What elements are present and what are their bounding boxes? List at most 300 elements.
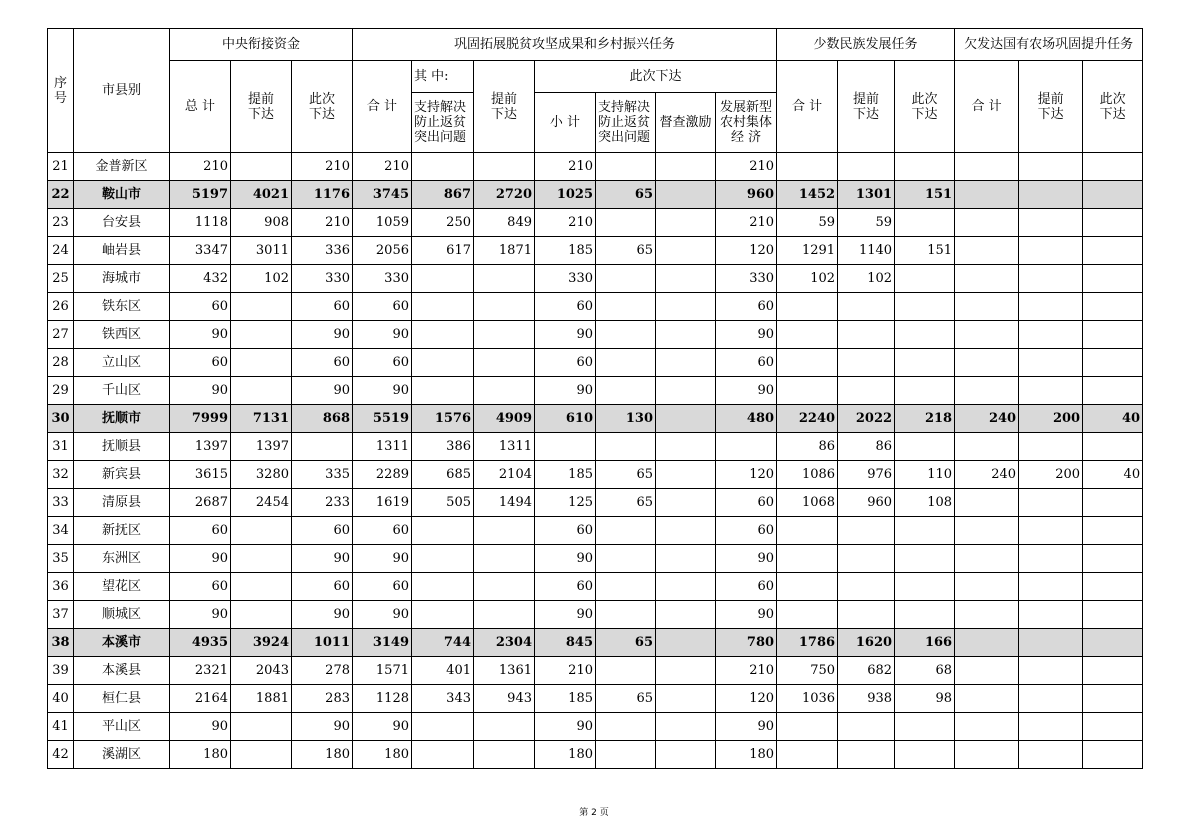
header-county: 市县别 [74, 29, 170, 153]
table-cell [1083, 489, 1143, 517]
table-row [48, 293, 1143, 321]
table-cell: 867 [412, 181, 474, 209]
table-cell: 65 [596, 181, 656, 209]
table-cell [777, 293, 838, 321]
table-cell [777, 573, 838, 601]
table-cell: 610 [535, 405, 596, 433]
table-cell [955, 657, 1019, 685]
table-cell: 330 [292, 265, 353, 293]
table-cell [412, 713, 474, 741]
row-index: 30 [48, 405, 74, 433]
table-cell: 2022 [838, 405, 895, 433]
table-cell: 60 [716, 573, 777, 601]
table-cell [596, 545, 656, 573]
table-row [48, 517, 1143, 545]
table-cell [474, 265, 535, 293]
table-cell: 2164 [170, 685, 231, 713]
table-cell: 90 [716, 713, 777, 741]
table-cell [412, 293, 474, 321]
table-cell [716, 433, 777, 461]
table-cell: 200 [1019, 461, 1083, 489]
table-cell: 976 [838, 461, 895, 489]
row-region-name: 铁西区 [74, 321, 170, 349]
row-region-name: 平山区 [74, 713, 170, 741]
table-cell: 7999 [170, 405, 231, 433]
table-cell: 90 [292, 713, 353, 741]
table-cell [474, 321, 535, 349]
table-cell [1083, 321, 1143, 349]
table-cell [596, 573, 656, 601]
table-cell [656, 153, 716, 181]
table-cell [474, 545, 535, 573]
table-cell [955, 433, 1019, 461]
table-cell: 685 [412, 461, 474, 489]
table-cell [596, 517, 656, 545]
table-cell: 505 [412, 489, 474, 517]
table-cell: 60 [353, 573, 412, 601]
table-cell [1083, 713, 1143, 741]
table-row [48, 349, 1143, 377]
row-index: 28 [48, 349, 74, 377]
table-cell: 1576 [412, 405, 474, 433]
table-cell [1083, 181, 1143, 209]
table-cell [1019, 741, 1083, 769]
table-cell: 40 [1083, 405, 1143, 433]
row-index: 24 [48, 237, 74, 265]
table-cell [955, 377, 1019, 405]
row-region-name: 台安县 [74, 209, 170, 237]
table-cell: 65 [596, 685, 656, 713]
table-cell [955, 349, 1019, 377]
table-cell [231, 293, 292, 321]
row-region-name: 桓仁县 [74, 685, 170, 713]
table-cell [474, 293, 535, 321]
table-cell [596, 153, 656, 181]
row-index: 22 [48, 181, 74, 209]
table-cell [412, 377, 474, 405]
table-cell: 210 [716, 657, 777, 685]
table-cell [1019, 349, 1083, 377]
table-row [48, 461, 1143, 489]
table-cell: 210 [535, 153, 596, 181]
table-cell: 90 [716, 377, 777, 405]
table-cell: 1086 [777, 461, 838, 489]
table-cell: 90 [535, 545, 596, 573]
table-cell: 151 [895, 181, 955, 209]
table-cell [1083, 545, 1143, 573]
table-row [48, 629, 1143, 657]
table-cell: 250 [412, 209, 474, 237]
table-cell [412, 349, 474, 377]
table-cell [838, 545, 895, 573]
table-cell: 210 [170, 153, 231, 181]
row-region-name: 溪湖区 [74, 741, 170, 769]
table-cell [1083, 265, 1143, 293]
table-cell: 90 [353, 321, 412, 349]
table-cell [231, 741, 292, 769]
table-cell: 60 [535, 293, 596, 321]
table-cell [1019, 433, 1083, 461]
header-g4-current: 此次 下达 [1083, 61, 1143, 153]
table-cell: 120 [716, 461, 777, 489]
table-cell: 59 [838, 209, 895, 237]
table-cell: 60 [716, 517, 777, 545]
table-cell [412, 741, 474, 769]
table-cell [596, 741, 656, 769]
row-region-name: 立山区 [74, 349, 170, 377]
table-row [48, 377, 1143, 405]
table-cell: 166 [895, 629, 955, 657]
row-index: 25 [48, 265, 74, 293]
table-cell [1019, 545, 1083, 573]
table-cell: 210 [535, 657, 596, 685]
table-cell: 90 [170, 377, 231, 405]
table-cell [656, 349, 716, 377]
table-cell [955, 601, 1019, 629]
table-cell: 125 [535, 489, 596, 517]
table-cell: 86 [838, 433, 895, 461]
header-g2-current-support: 支持解决 防止返贫 突出问题 [596, 93, 656, 153]
table-cell [895, 601, 955, 629]
table-cell: 90 [535, 713, 596, 741]
table-cell: 60 [292, 349, 353, 377]
table-cell [656, 377, 716, 405]
table-cell: 1881 [231, 685, 292, 713]
table-cell [955, 741, 1019, 769]
table-cell: 2720 [474, 181, 535, 209]
page-number: 第 2 页 [579, 808, 609, 818]
table-cell: 330 [535, 265, 596, 293]
row-index: 39 [48, 657, 74, 685]
table-cell: 3615 [170, 461, 231, 489]
table-cell [838, 517, 895, 545]
row-region-name: 千山区 [74, 377, 170, 405]
header-g2-subtotal: 小 计 [535, 93, 596, 153]
table-row [48, 601, 1143, 629]
row-index: 38 [48, 629, 74, 657]
table-cell: 90 [353, 713, 412, 741]
table-cell [474, 377, 535, 405]
table-cell: 60 [292, 573, 353, 601]
table-cell [895, 573, 955, 601]
table-cell: 3280 [231, 461, 292, 489]
table-cell [1083, 741, 1143, 769]
table-cell: 3745 [353, 181, 412, 209]
header-poverty-task: 巩固拓展脱贫攻坚成果和乡村振兴任务 [353, 29, 777, 61]
row-index: 33 [48, 489, 74, 517]
row-region-name: 金普新区 [74, 153, 170, 181]
table-cell: 60 [535, 573, 596, 601]
table-cell [412, 601, 474, 629]
table-cell: 908 [231, 209, 292, 237]
table-cell [412, 153, 474, 181]
table-cell: 4935 [170, 629, 231, 657]
table-row [48, 181, 1143, 209]
table-body [48, 153, 1143, 769]
table-cell [895, 349, 955, 377]
table-cell [955, 265, 1019, 293]
table-cell [955, 517, 1019, 545]
table-row [48, 489, 1143, 517]
table-cell: 330 [716, 265, 777, 293]
table-cell [1083, 573, 1143, 601]
table-cell: 960 [716, 181, 777, 209]
table-cell [596, 713, 656, 741]
table-cell: 90 [716, 321, 777, 349]
table-cell: 335 [292, 461, 353, 489]
table-cell: 180 [170, 741, 231, 769]
table-cell: 90 [170, 713, 231, 741]
table-cell [656, 321, 716, 349]
table-cell [1019, 321, 1083, 349]
table-cell: 60 [170, 293, 231, 321]
table-cell [656, 601, 716, 629]
table-cell [895, 741, 955, 769]
table-cell: 1620 [838, 629, 895, 657]
table-cell: 780 [716, 629, 777, 657]
table-cell [1083, 629, 1143, 657]
row-region-name: 本溪市 [74, 629, 170, 657]
table-cell: 2043 [231, 657, 292, 685]
table-cell: 386 [412, 433, 474, 461]
table-cell: 283 [292, 685, 353, 713]
table-cell: 1452 [777, 181, 838, 209]
row-index: 36 [48, 573, 74, 601]
table-cell: 2454 [231, 489, 292, 517]
table-cell [895, 293, 955, 321]
table-cell [412, 545, 474, 573]
header-g4-advance: 提前 下达 [1019, 61, 1083, 153]
table-cell [777, 153, 838, 181]
table-cell [656, 657, 716, 685]
row-region-name: 顺城区 [74, 601, 170, 629]
table-cell: 60 [353, 517, 412, 545]
table-row [48, 433, 1143, 461]
table-cell [895, 517, 955, 545]
table-cell [1019, 293, 1083, 321]
table-cell: 1361 [474, 657, 535, 685]
table-cell: 65 [596, 489, 656, 517]
table-cell [1019, 601, 1083, 629]
table-cell [1083, 377, 1143, 405]
table-cell: 185 [535, 461, 596, 489]
table-cell: 2240 [777, 405, 838, 433]
table-cell [1083, 237, 1143, 265]
table-cell: 2687 [170, 489, 231, 517]
table-cell: 210 [292, 209, 353, 237]
table-cell: 90 [292, 601, 353, 629]
table-cell: 68 [895, 657, 955, 685]
table-cell [412, 573, 474, 601]
table-cell: 1571 [353, 657, 412, 685]
table-cell [955, 629, 1019, 657]
table-cell: 3011 [231, 237, 292, 265]
table-cell [895, 713, 955, 741]
table-cell: 86 [777, 433, 838, 461]
row-index: 32 [48, 461, 74, 489]
table-cell: 185 [535, 237, 596, 265]
row-region-name: 铁东区 [74, 293, 170, 321]
table-cell [838, 349, 895, 377]
table-cell: 1786 [777, 629, 838, 657]
header-g2-incentive: 督查激励 [656, 93, 716, 153]
table-cell: 5519 [353, 405, 412, 433]
table-row [48, 685, 1143, 713]
table-cell [1083, 293, 1143, 321]
table-cell [955, 209, 1019, 237]
table-cell [656, 461, 716, 489]
table-cell: 90 [353, 601, 412, 629]
table-cell [231, 545, 292, 573]
table-cell [838, 321, 895, 349]
table-cell [838, 741, 895, 769]
table-cell: 210 [292, 153, 353, 181]
table-cell [777, 321, 838, 349]
row-index: 27 [48, 321, 74, 349]
table-cell: 102 [777, 265, 838, 293]
table-row [48, 741, 1143, 769]
table-cell: 7131 [231, 405, 292, 433]
table-cell: 1025 [535, 181, 596, 209]
table-cell: 65 [596, 237, 656, 265]
table-cell: 432 [170, 265, 231, 293]
table-cell: 1068 [777, 489, 838, 517]
row-region-name: 新宾县 [74, 461, 170, 489]
table-row [48, 153, 1143, 181]
table-cell [596, 377, 656, 405]
table-cell [777, 601, 838, 629]
table-cell [1019, 713, 1083, 741]
table-cell [955, 293, 1019, 321]
table-cell [596, 265, 656, 293]
table-cell: 60 [170, 349, 231, 377]
table-cell: 682 [838, 657, 895, 685]
table-cell: 2304 [474, 629, 535, 657]
table-cell [955, 489, 1019, 517]
table-cell [474, 713, 535, 741]
table-cell [474, 573, 535, 601]
table-cell: 240 [955, 461, 1019, 489]
table-cell [474, 741, 535, 769]
table-cell: 102 [231, 265, 292, 293]
table-cell [777, 713, 838, 741]
table-cell: 750 [777, 657, 838, 685]
table-cell [895, 545, 955, 573]
table-cell: 60 [292, 517, 353, 545]
table-cell [656, 265, 716, 293]
table-cell [1083, 657, 1143, 685]
table-cell [596, 349, 656, 377]
table-cell: 218 [895, 405, 955, 433]
table-cell [1019, 209, 1083, 237]
header-g4-sum: 合 计 [955, 61, 1019, 153]
table-cell: 200 [1019, 405, 1083, 433]
table-row [48, 545, 1143, 573]
table-cell: 849 [474, 209, 535, 237]
table-cell: 1871 [474, 237, 535, 265]
table-cell [656, 685, 716, 713]
table-row [48, 321, 1143, 349]
table-cell: 1059 [353, 209, 412, 237]
row-region-name: 鞍山市 [74, 181, 170, 209]
table-cell: 65 [596, 629, 656, 657]
table-cell: 1494 [474, 489, 535, 517]
table-cell: 3924 [231, 629, 292, 657]
table-cell [656, 433, 716, 461]
row-region-name: 岫岩县 [74, 237, 170, 265]
table-cell [1019, 377, 1083, 405]
header-farm-task: 欠发达国有农场巩固提升任务 [955, 29, 1143, 61]
row-index: 41 [48, 713, 74, 741]
table-cell: 278 [292, 657, 353, 685]
table-cell: 65 [596, 461, 656, 489]
table-cell: 1311 [474, 433, 535, 461]
table-cell [231, 517, 292, 545]
header-g2-of-which: 其 中: [412, 61, 474, 93]
table-cell: 60 [353, 293, 412, 321]
table-cell [474, 349, 535, 377]
table-cell [955, 181, 1019, 209]
row-region-name: 清原县 [74, 489, 170, 517]
table-cell: 3149 [353, 629, 412, 657]
row-index: 35 [48, 545, 74, 573]
table-cell: 233 [292, 489, 353, 517]
table-row [48, 237, 1143, 265]
table-cell: 1291 [777, 237, 838, 265]
table-cell [955, 153, 1019, 181]
table-cell [838, 713, 895, 741]
table-cell: 120 [716, 685, 777, 713]
table-cell [777, 349, 838, 377]
table-cell: 185 [535, 685, 596, 713]
table-cell [1019, 573, 1083, 601]
table-cell [231, 349, 292, 377]
table-cell [895, 433, 955, 461]
table-cell: 4021 [231, 181, 292, 209]
table-cell: 1118 [170, 209, 231, 237]
table-cell [1019, 685, 1083, 713]
table-cell [895, 265, 955, 293]
row-index: 42 [48, 741, 74, 769]
table-row [48, 265, 1143, 293]
table-row [48, 209, 1143, 237]
header-g3-advance: 提前 下达 [838, 61, 895, 153]
table-cell [656, 237, 716, 265]
table-cell: 336 [292, 237, 353, 265]
table-cell [838, 153, 895, 181]
table-cell: 1397 [231, 433, 292, 461]
table-cell [1083, 517, 1143, 545]
table-cell: 960 [838, 489, 895, 517]
row-index: 31 [48, 433, 74, 461]
table-cell [656, 629, 716, 657]
table-cell [656, 405, 716, 433]
table-cell [955, 321, 1019, 349]
table-cell [1019, 265, 1083, 293]
table-cell [474, 153, 535, 181]
table-cell: 2289 [353, 461, 412, 489]
table-cell [1019, 489, 1083, 517]
header-g2-support: 支持解决 防止返贫 突出问题 [412, 93, 474, 153]
header-g3-current: 此次 下达 [895, 61, 955, 153]
table-cell [895, 209, 955, 237]
row-region-name: 新抚区 [74, 517, 170, 545]
table-cell: 1011 [292, 629, 353, 657]
table-cell [231, 713, 292, 741]
table-cell [955, 545, 1019, 573]
table-cell [777, 517, 838, 545]
table-cell: 60 [535, 349, 596, 377]
